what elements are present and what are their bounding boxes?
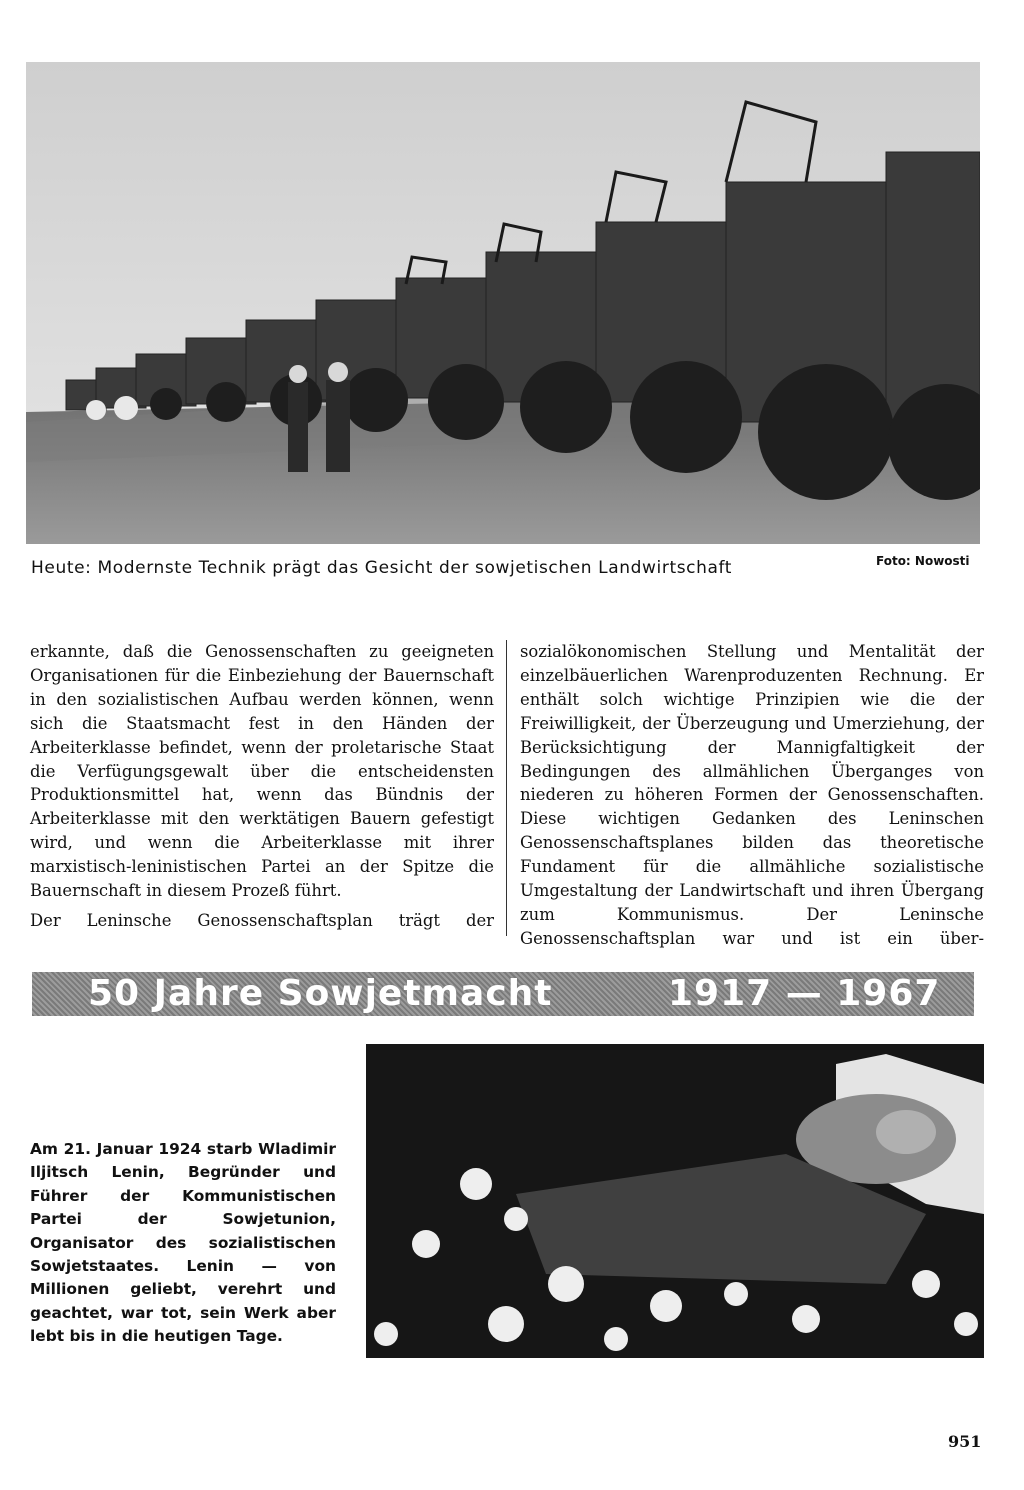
combine-harvesters-photo [26, 62, 980, 544]
article-column-right [520, 640, 984, 951]
photo-caption: Heute: Modernste Technik prägt das Gesicht der sowjetischen Landwirtschaft [31, 558, 733, 578]
column-divider [506, 640, 507, 936]
paragraph: erkannte, daß die Genossenschaften zu geeigneten Organisationen für die Einbeziehung der Bauernschaft in den sozialistischen Aufbau werden können, wenn sich die Staatsmacht fest in den Händen der Arbeiterklasse befindet, wenn der proletarische Staat die Verfügungsgewalt über die entscheidensten Produktionsmittel hat, wenn das Bündnis der Arbeiterklasse mit den werktätigen Bauern gefestigt wird, und wenn die Arbeiterklasse mit ihrer marxistisch-leninistischen Partei an der Spitze die Bauernschaft in diesem Prozeß führt. [30, 642, 494, 901]
banner-title: 50 Jahre Sowjetmacht [88, 973, 553, 1014]
paragraph: Der Leninsche Genossenschaftsplan trägt der [30, 910, 494, 930]
article-column-left [30, 640, 494, 933]
page-number: 951 [948, 1432, 982, 1451]
paragraph: sozialökonomischen Stellung und Mentalität der einzelbäuerlichen Warenproduzenten Rechnung. Er enthält solch wichtige Prinzipien wie die der Freiwilligkeit, der Überzeugung und Umerziehung, der Berücksichtigung der Mannigfaltigkeit der Bedingungen des allmählichen Überganges von niederen zu höheren Formen der Genossenschaften. Diese wichtigen Gedanken des Leninschen Genossenschaftsplanes bilden das theoretische Fundament für die allmähliche sozialistische Umgestaltung der Landwirtschaft und ihren Übergang zum Kommunismus. Der Leninsche Genossenschaftsplan war und ist ein über- [520, 642, 984, 948]
photo-credit: Foto: Nowosti [876, 554, 970, 568]
lenin-caption: Am 21. Januar 1924 starb Wladimir Iljitsch Lenin, Begründer und Führer der Kommunistischen Partei der Sowjetunion, Organisator des sozialistischen Sowjetstaates. Lenin — von Millionen geliebt, verehrt und geachtet, war tot, sein Werk aber lebt bis in die heutigen Tage. [30, 1140, 336, 1346]
anniversary-banner [32, 972, 974, 1016]
lenin-lying-in-state-photo [366, 1044, 984, 1358]
banner-years: 1917 — 1967 [668, 973, 941, 1014]
